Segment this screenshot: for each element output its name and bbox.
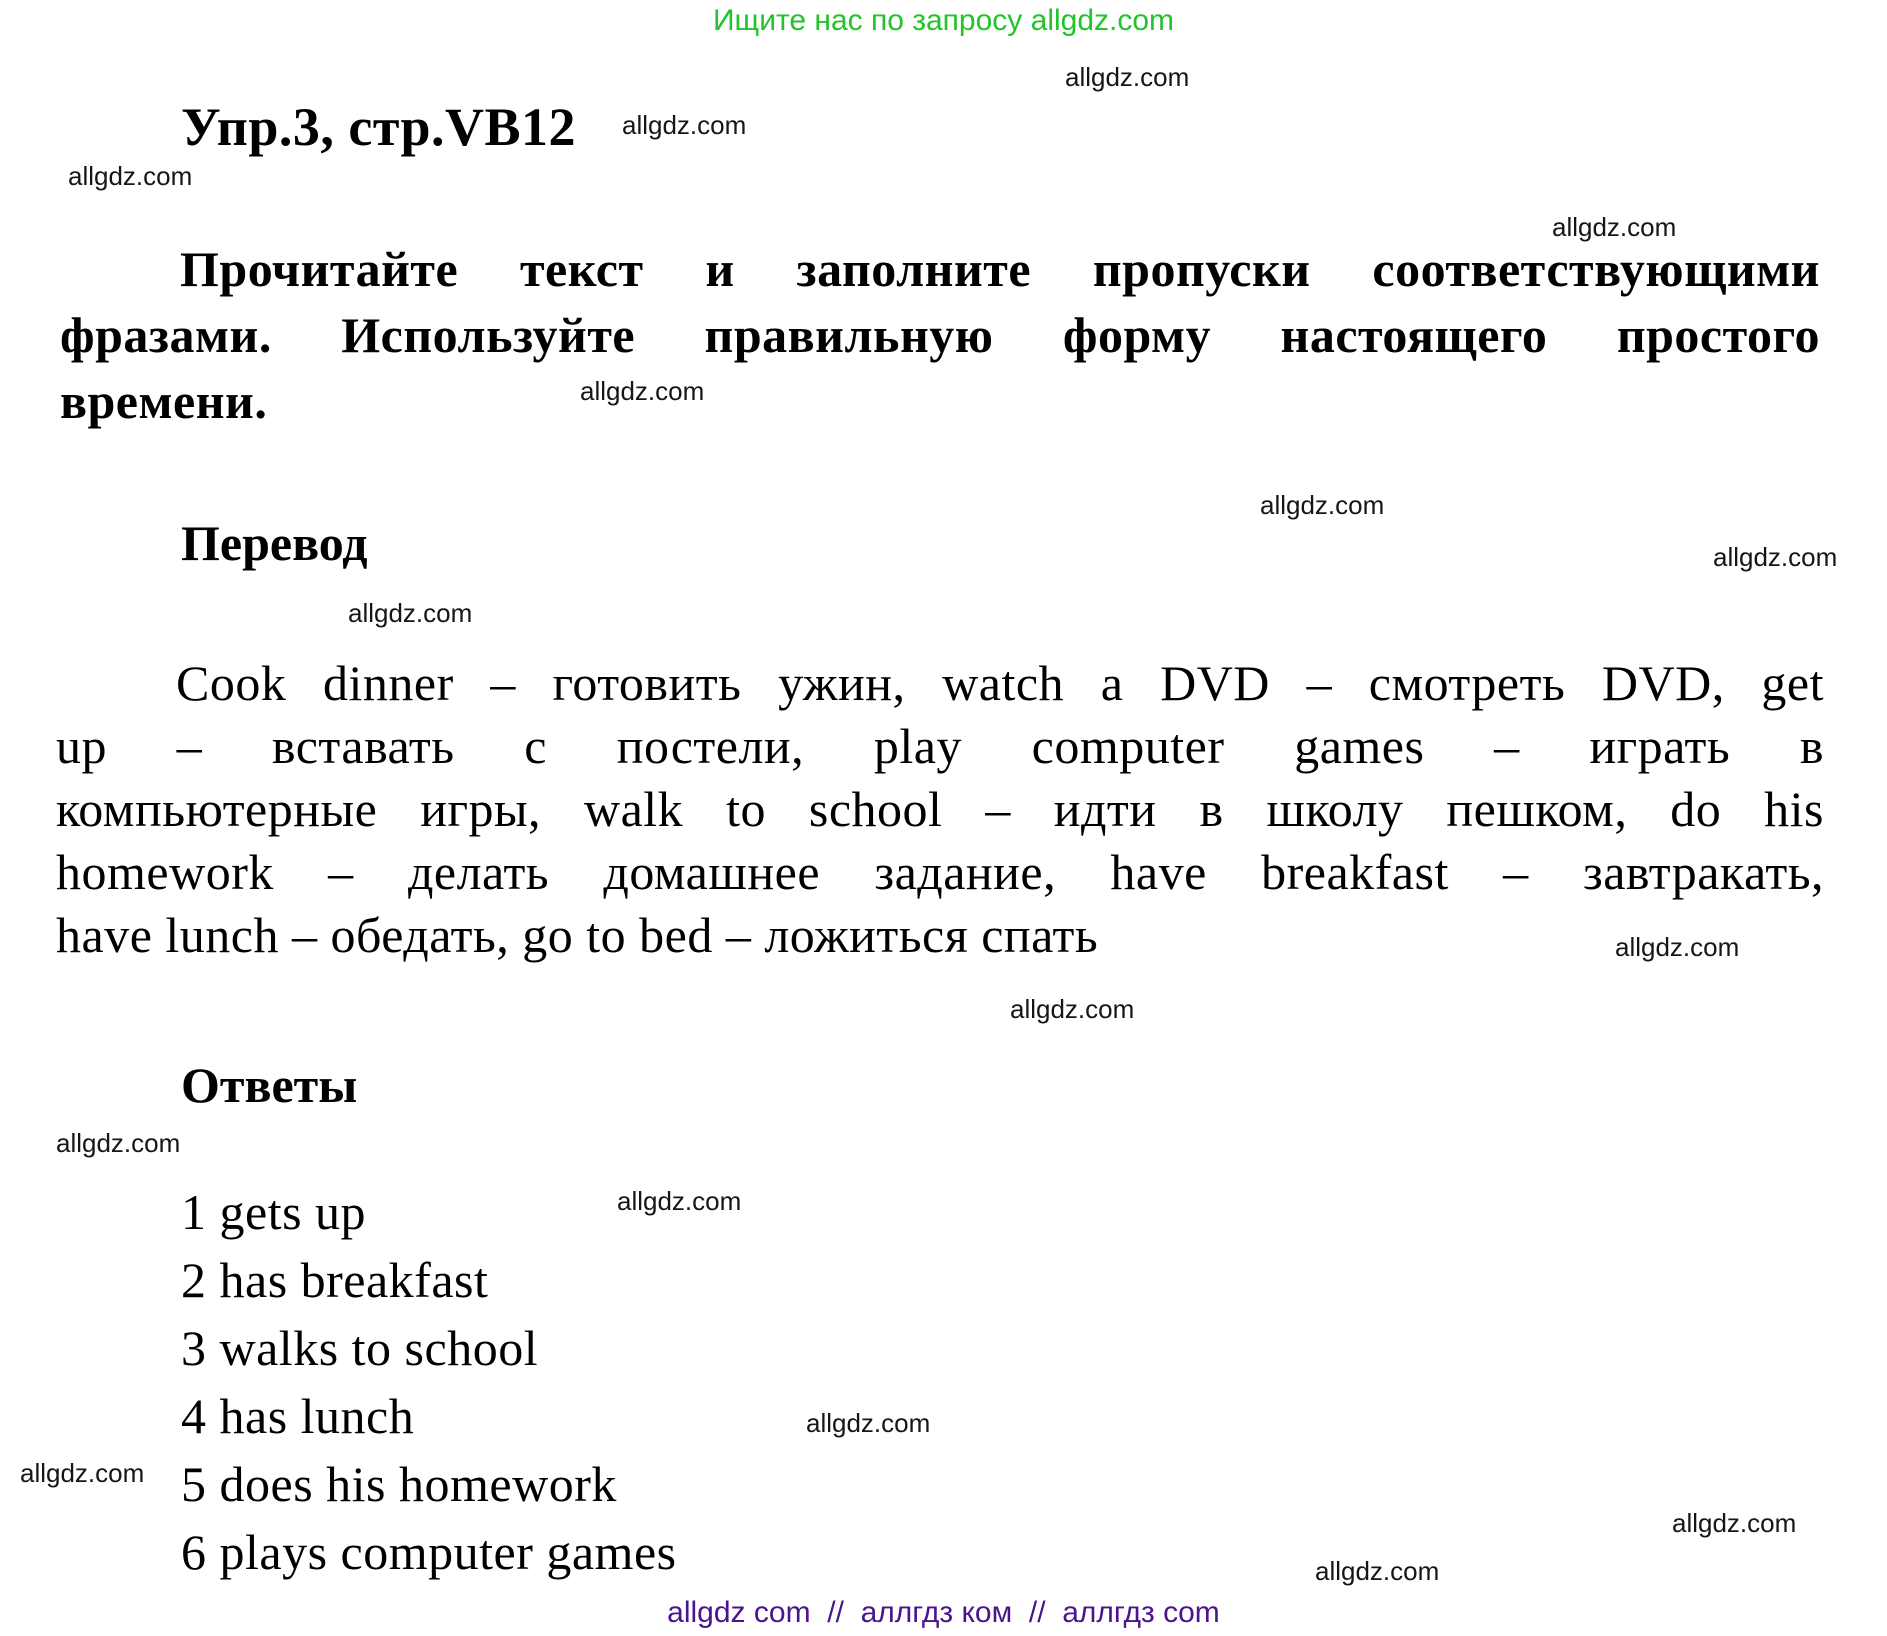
watermark: allgdz.com [622,110,747,140]
translation-paragraph [56,652,1824,967]
watermark: allgdz.com [68,161,193,191]
answers-heading: Ответы [181,1057,358,1113]
answer-item: 3 walks to school [181,1320,539,1376]
task-line: Прочитайте текст и заполните пропуски соответствующими [180,241,1820,297]
answer-item: 2 has breakfast [181,1252,489,1308]
watermark: allgdz.com [1615,932,1740,962]
search-promo-banner: Ищите нас по запросу allgdz.com [712,4,1175,37]
translation-line: Cook dinner – готовить ужин, watch a DVD – смотреть DVD, get [176,655,1824,711]
task-line: времени. [60,373,268,429]
answers-list [181,1178,677,1586]
watermark: allgdz.com [56,1128,181,1158]
watermark: allgdz.com [617,1186,742,1216]
site-footer: allgdz com // аллгдз ком // аллгдз com [667,1596,1220,1629]
watermark: allgdz.com [1010,994,1135,1024]
exercise-title: Упр.3, стр.VB12 [181,97,577,157]
translation-heading: Перевод [181,515,368,571]
task-line: фразами. Используйте правильную форму настоящего простого [60,307,1820,363]
watermark: allgdz.com [1260,490,1385,520]
translation-line: homework – делать домашнее задание, have breakfast – завтракать, [56,844,1824,900]
watermark: allgdz.com [348,598,473,628]
task-paragraph [60,236,1820,434]
translation-line: have lunch – обедать, go to bed – ложиться спать [56,907,1099,963]
watermark: allgdz.com [806,1408,931,1438]
watermark: allgdz.com [1713,542,1838,572]
watermark: allgdz.com [1552,212,1677,242]
watermark: allgdz.com [580,376,705,406]
watermark: allgdz.com [1065,62,1190,92]
answer-item: 4 has lunch [181,1388,415,1444]
translation-line: компьютерные игры, walk to school – идти в школу пешком, do his [56,781,1824,837]
translation-line: up – вставать с постели, play computer games – играть в [56,718,1824,774]
watermark: allgdz.com [20,1458,145,1488]
watermark: allgdz.com [1315,1556,1440,1586]
answer-item: 5 does his homework [181,1456,617,1512]
watermark: allgdz.com [1672,1508,1797,1538]
answer-item: 6 plays computer games [181,1524,677,1580]
answer-item: 1 gets up [181,1184,367,1240]
